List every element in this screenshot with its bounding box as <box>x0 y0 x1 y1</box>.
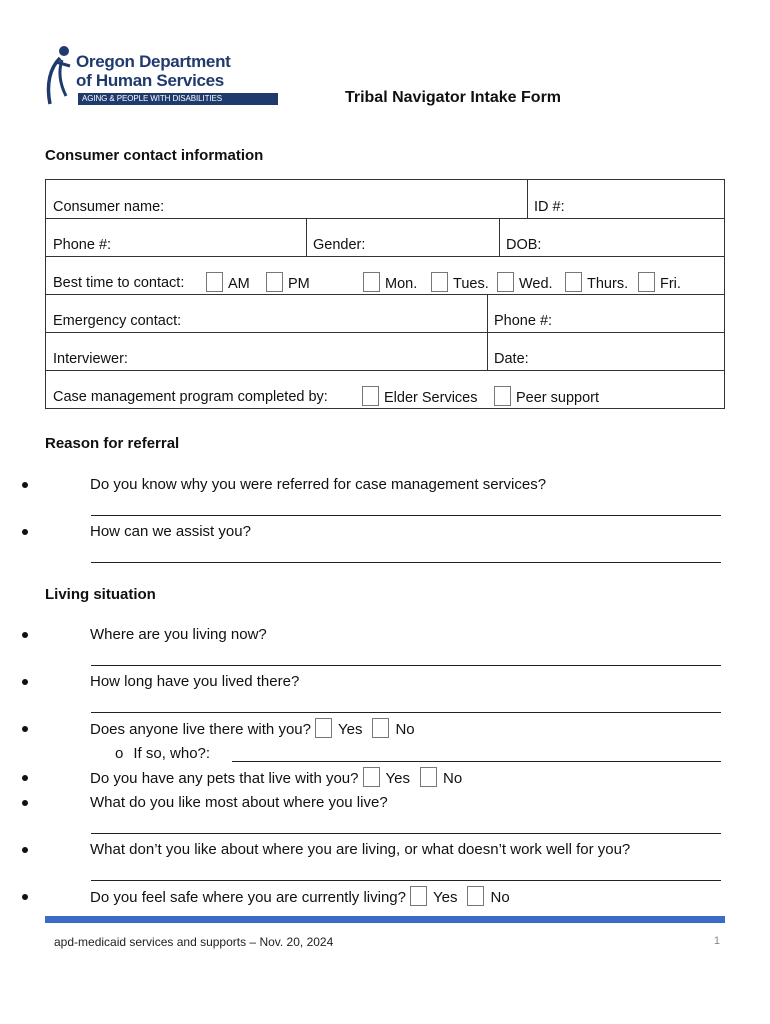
footer-divider <box>45 916 725 923</box>
q7-yes-checkbox[interactable] <box>410 886 427 906</box>
emergency-phone-field[interactable]: Phone #: <box>494 313 553 329</box>
am-option[interactable]: AM <box>206 272 250 292</box>
table-row <box>46 180 724 219</box>
living-question-2: How long have you lived there? <box>90 673 300 690</box>
table-row <box>46 370 724 408</box>
pm-checkbox[interactable] <box>266 272 283 292</box>
living-question-3-sub: o If so, who?: <box>115 745 211 762</box>
living-question-1: Where are you living now? <box>90 626 267 643</box>
thurs-checkbox[interactable] <box>565 272 582 292</box>
living-question-3: Does anyone live there with you? Yes No <box>90 718 415 738</box>
bullet-icon <box>22 894 28 900</box>
thurs-option[interactable]: Thurs. <box>565 272 628 292</box>
peer-support-option[interactable]: Peer support <box>494 386 599 406</box>
phone-field[interactable]: Phone #: <box>53 237 112 253</box>
fri-checkbox[interactable] <box>638 272 655 292</box>
q3-yes-checkbox[interactable] <box>315 718 332 738</box>
q7-yes-option[interactable]: Yes <box>410 886 457 906</box>
q3-no-checkbox[interactable] <box>372 718 389 738</box>
bullet-icon <box>22 726 28 732</box>
logo-text-line2: of Human Services <box>76 71 224 90</box>
pm-option[interactable]: PM <box>266 272 310 292</box>
referral-question-2: How can we assist you? <box>90 523 251 540</box>
q4-yes-option[interactable]: Yes <box>363 767 410 787</box>
answer-line[interactable] <box>91 711 721 713</box>
elder-services-option[interactable]: Elder Services <box>362 386 477 406</box>
consumer-name-field[interactable]: Consumer name: <box>53 199 165 215</box>
table-row <box>46 218 724 257</box>
fri-option[interactable]: Fri. <box>638 272 681 292</box>
contact-heading: Consumer contact information <box>45 147 264 164</box>
table-row <box>46 256 724 295</box>
mon-checkbox[interactable] <box>363 272 380 292</box>
footer-text: apd-medicaid services and supports – Nov. 20, 2024 <box>54 935 334 949</box>
wed-option[interactable]: Wed. <box>497 272 553 292</box>
answer-line[interactable] <box>91 832 721 834</box>
bullet-icon <box>22 632 28 638</box>
living-question-4: Do you have any pets that live with you? Yes No <box>90 767 462 787</box>
best-time-label: Best time to contact: <box>53 275 185 291</box>
living-question-6: What don’t you like about where you are living, or what doesn’t work well for you? <box>90 841 631 858</box>
dob-field[interactable]: DOB: <box>506 237 542 253</box>
q7-no-option[interactable]: No <box>467 886 509 906</box>
contact-table <box>45 179 725 409</box>
logo-text-line1: Oregon Department <box>76 52 231 71</box>
logo-subtitle-bar: AGING & PEOPLE WITH DISABILITIES <box>78 93 278 105</box>
wed-checkbox[interactable] <box>497 272 514 292</box>
tues-option[interactable]: Tues. <box>431 272 489 292</box>
q4-no-option[interactable]: No <box>420 767 462 787</box>
emergency-contact-field[interactable]: Emergency contact: <box>53 313 182 329</box>
table-row <box>46 294 724 333</box>
peer-support-checkbox[interactable] <box>494 386 511 406</box>
am-checkbox[interactable] <box>206 272 223 292</box>
answer-line[interactable] <box>232 760 721 762</box>
bullet-icon <box>22 482 28 488</box>
q4-no-checkbox[interactable] <box>420 767 437 787</box>
answer-line[interactable] <box>91 514 721 516</box>
gender-field[interactable]: Gender: <box>313 237 366 253</box>
bullet-icon <box>22 679 28 685</box>
q3-yes-option[interactable]: Yes <box>315 718 362 738</box>
dhs-logo <box>44 44 244 108</box>
bullet-icon <box>22 775 28 781</box>
person-figure-icon <box>44 44 74 108</box>
interviewer-field[interactable]: Interviewer: <box>53 351 128 367</box>
q7-no-checkbox[interactable] <box>467 886 484 906</box>
living-question-7: Do you feel safe where you are currently living? Yes No <box>90 886 510 906</box>
tues-checkbox[interactable] <box>431 272 448 292</box>
elder-services-checkbox[interactable] <box>362 386 379 406</box>
date-field[interactable]: Date: <box>494 351 529 367</box>
bullet-icon <box>22 529 28 535</box>
answer-line[interactable] <box>91 879 721 881</box>
mon-option[interactable]: Mon. <box>363 272 417 292</box>
answer-line[interactable] <box>91 561 721 563</box>
q3-no-option[interactable]: No <box>372 718 414 738</box>
table-row <box>46 332 724 371</box>
living-question-5: What do you like most about where you live? <box>90 794 388 811</box>
id-field[interactable]: ID #: <box>534 199 565 215</box>
living-heading: Living situation <box>45 586 156 603</box>
bullet-icon <box>22 800 28 806</box>
page-title: Tribal Navigator Intake Form <box>344 89 562 106</box>
case-management-label: Case management program completed by: <box>53 389 328 405</box>
q4-yes-checkbox[interactable] <box>363 767 380 787</box>
referral-heading: Reason for referral <box>45 435 180 452</box>
bullet-icon <box>22 847 28 853</box>
best-time-row <box>46 256 724 294</box>
page-number: 1 <box>713 935 720 947</box>
case-management-row <box>46 370 724 408</box>
referral-question-1: Do you know why you were referred for case management services? <box>90 476 547 493</box>
answer-line[interactable] <box>91 664 721 666</box>
